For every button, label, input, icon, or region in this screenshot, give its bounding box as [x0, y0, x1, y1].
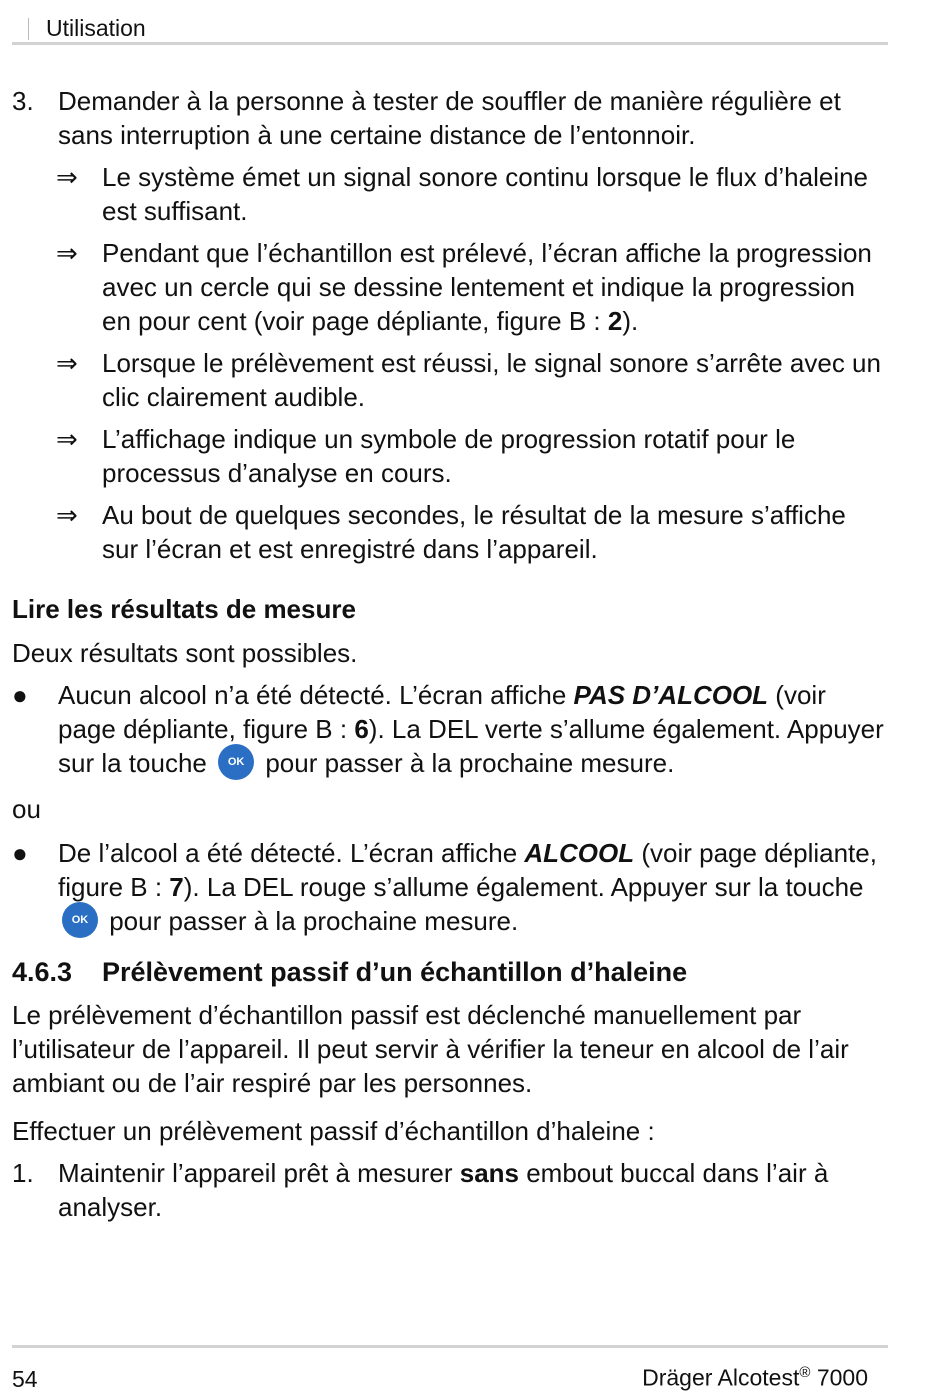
result-item	[12, 236, 888, 338]
result-item	[12, 160, 888, 228]
bullet-text: ). La DEL verte s’allume également. Appuyer sur la touche	[58, 714, 884, 778]
header-divider	[28, 18, 29, 40]
bullet-text: (voir page dépliante, figure B :	[58, 838, 877, 903]
bullet-no-alcohol	[12, 678, 888, 780]
step-3	[12, 84, 888, 152]
result-text: L’affichage indique un symbole de progression rotatif pour le processus d’analyse en cours.	[102, 424, 796, 488]
step-text: Maintenir l’appareil prêt à mesurer	[58, 1158, 460, 1189]
step-text: embout buccal dans l’air à analyser.	[58, 1158, 829, 1223]
result-text: ).	[622, 306, 639, 336]
model-text: 7000	[810, 1364, 868, 1391]
section-heading	[12, 954, 888, 990]
step-text: Demander à la personne à tester de souffler de manière régulière et sans interruption à une certaine distance de l’entonnoir.	[58, 86, 841, 150]
bullet-text: Aucun alcool n’a été détecté. L’écran affiche	[58, 680, 574, 710]
registered-mark: ®	[799, 1364, 811, 1381]
page-content	[12, 84, 888, 1224]
bullet-text: De l’alcool a été détecté. L’écran affiche	[58, 838, 525, 869]
product-name	[642, 1364, 868, 1392]
passive-description: Le prélèvement d’échantillon passif est déclenché manuellement par l’utilisateur de l’appareil. Il peut servir à vérifier la teneur en alcool de l’air ambiant ou de l’air respiré par les personnes.	[12, 1000, 849, 1099]
display-text-alcohol: ALCOOL	[524, 838, 635, 869]
result-arrow-icon: ⇒	[56, 500, 78, 530]
section-heading-text: Prélèvement passif d’un échantillon d’haleine	[102, 957, 688, 988]
result-item	[12, 346, 888, 414]
result-text: Pendant que l’échantillon est prélevé, l’écran affiche la progression avec un cercle qui se dessine lentement et indique la progression en pour cent (voir page dépliante, figure B :	[102, 238, 872, 336]
page-footer	[12, 1345, 888, 1395]
bullet-text: pour passer à la prochaine mesure.	[102, 906, 519, 937]
or-text: ou	[12, 794, 41, 825]
figure-ref: 2	[607, 306, 623, 336]
result-text: Le système émet un signal sonore continu lorsque le flux d’haleine est suffisant.	[102, 162, 869, 226]
result-arrow-icon: ⇒	[56, 162, 78, 192]
passive-instruction: Effectuer un prélèvement passif d’échantillon d’haleine :	[12, 1116, 655, 1147]
result-text: Lorsque le prélèvement est réussi, le signal sonore s’arrête avec un clic clairement audible.	[102, 348, 881, 412]
bullet-text: ). La DEL rouge s’allume également. Appuyer sur la touche	[183, 872, 864, 903]
step-number: 3.	[12, 86, 34, 116]
result-arrow-icon: ⇒	[56, 238, 78, 268]
result-item	[12, 498, 888, 566]
bullet-icon: ●	[12, 680, 28, 710]
result-text: Au bout de quelques secondes, le résultat de la mesure s’affiche sur l’écran et est enregistré dans l’appareil.	[102, 500, 846, 564]
result-arrow-icon: ⇒	[56, 348, 78, 378]
ok-button-icon: OK	[62, 902, 98, 938]
step-1	[12, 1156, 888, 1224]
bullet-text: (voir page dépliante, figure B :	[58, 680, 826, 744]
bullet-alcohol	[12, 836, 888, 938]
page-number: 54	[12, 1366, 38, 1392]
display-text-no-alcohol: PAS D’ALCOOL	[573, 680, 769, 710]
bullet-text: pour passer à la prochaine mesure.	[258, 748, 675, 778]
figure-ref: 7	[169, 872, 184, 903]
brand-text: Dräger Alcotest	[642, 1364, 800, 1391]
result-item	[12, 422, 888, 490]
section-number: 4.6.3	[12, 957, 73, 988]
page-header	[12, 6, 888, 45]
figure-ref: 6	[354, 714, 369, 744]
bullet-icon: ●	[12, 838, 28, 869]
results-intro: Deux résultats sont possibles.	[12, 638, 358, 668]
step-number: 1.	[12, 1158, 34, 1189]
result-arrow-icon: ⇒	[56, 424, 78, 454]
section-title: Utilisation	[46, 15, 146, 41]
ok-button-icon: OK	[218, 744, 254, 780]
results-heading: Lire les résultats de mesure	[12, 594, 356, 624]
emphasis-text: sans	[459, 1158, 519, 1189]
